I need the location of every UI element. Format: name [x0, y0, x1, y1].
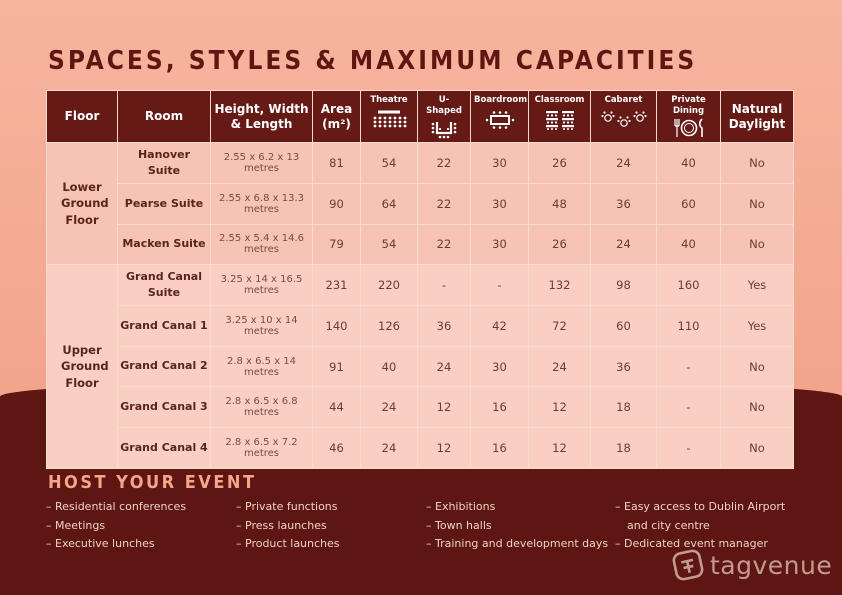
- private-dining-cell: 160: [657, 265, 721, 306]
- private-dining-cell: 110: [657, 306, 721, 347]
- floor-group: [47, 143, 794, 265]
- header-theatre-label: Theatre: [370, 95, 408, 105]
- dimensions-cell: 2.8 x 6.5 x 7.2 metres: [211, 428, 313, 469]
- theatre-cell: 40: [361, 346, 418, 387]
- cabaret-cell: 98: [591, 265, 657, 306]
- tagvenue-logo-icon: [672, 549, 704, 581]
- header-u-shaped-label: U-Shaped: [426, 95, 462, 116]
- header-boardroom: [471, 91, 529, 143]
- page-title: SPACES, STYLES & MAXIMUM CAPACITIES: [48, 46, 698, 76]
- event-list-column-4: [615, 498, 785, 554]
- cabaret-cell: 18: [591, 387, 657, 428]
- header-room: Room: [118, 91, 211, 143]
- header-private-dining: [657, 91, 721, 143]
- event-list-column-3: [426, 498, 608, 554]
- brand-name: tagvenue: [710, 550, 833, 580]
- area-cell: 231: [313, 265, 361, 306]
- header-cabaret: [591, 91, 657, 143]
- header-natural-daylight: Natural Daylight: [721, 91, 794, 143]
- cabaret-cell: 24: [591, 224, 657, 265]
- daylight-cell: No: [721, 183, 794, 224]
- ushaped-cell: 22: [418, 183, 471, 224]
- capacity-table: [46, 90, 794, 469]
- dimensions-cell: 3.25 x 10 x 14 metres: [211, 306, 313, 347]
- list-item: – Training and development days: [426, 535, 608, 554]
- event-list-column-1: [46, 498, 186, 554]
- private-dining-cell: -: [657, 387, 721, 428]
- header-dimensions: Height, Width & Length: [211, 91, 313, 143]
- header-area: Area (m²): [313, 91, 361, 143]
- boardroom-cell: 30: [471, 183, 529, 224]
- boardroom-layout-icon: [484, 110, 516, 130]
- list-item: – Press launches: [236, 517, 340, 536]
- header-boardroom-label: Boardroom: [474, 95, 528, 105]
- list-item: – Dedicated event manager: [615, 535, 785, 554]
- area-cell: 90: [313, 183, 361, 224]
- private-dining-cell: 60: [657, 183, 721, 224]
- theatre-layout-icon: [370, 110, 408, 128]
- theatre-cell: 54: [361, 224, 418, 265]
- list-item: – Meetings: [46, 517, 186, 536]
- boardroom-cell: 30: [471, 224, 529, 265]
- header-cabaret-label: Cabaret: [604, 95, 643, 105]
- ushaped-cell: 36: [418, 306, 471, 347]
- private-dining-cell: 40: [657, 224, 721, 265]
- classroom-cell: 12: [529, 428, 591, 469]
- dimensions-cell: 2.55 x 5.4 x 14.6 metres: [211, 224, 313, 265]
- classroom-cell: 26: [529, 224, 591, 265]
- theatre-cell: 126: [361, 306, 418, 347]
- table-row: [47, 183, 794, 224]
- list-item: and city centre: [627, 518, 710, 532]
- area-cell: 79: [313, 224, 361, 265]
- area-cell: 91: [313, 346, 361, 387]
- ushaped-cell: -: [418, 265, 471, 306]
- daylight-cell: Yes: [721, 265, 794, 306]
- room-name-cell: Grand Canal 4: [118, 428, 211, 469]
- floor-group: [47, 265, 794, 468]
- table-row: [47, 224, 794, 265]
- table-row: [47, 306, 794, 347]
- header-classroom-label: Classroom: [534, 95, 585, 105]
- daylight-cell: No: [721, 143, 794, 184]
- header-classroom: [529, 91, 591, 143]
- room-name-cell: Pearse Suite: [118, 183, 211, 224]
- classroom-cell: 24: [529, 346, 591, 387]
- area-cell: 44: [313, 387, 361, 428]
- table-header-row: [47, 91, 794, 143]
- table-row: [47, 387, 794, 428]
- cabaret-cell: 24: [591, 143, 657, 184]
- daylight-cell: No: [721, 387, 794, 428]
- table-row: [47, 428, 794, 469]
- daylight-cell: No: [721, 224, 794, 265]
- dimensions-cell: 2.55 x 6.8 x 13.3 metres: [211, 183, 313, 224]
- header-theatre: [361, 91, 418, 143]
- room-name-cell: Grand Canal 1: [118, 306, 211, 347]
- classroom-cell: 72: [529, 306, 591, 347]
- cabaret-layout-icon: [599, 110, 649, 130]
- room-name-cell: Hanover Suite: [118, 143, 211, 184]
- table-row: [47, 265, 794, 306]
- theatre-cell: 64: [361, 183, 418, 224]
- dimensions-cell: 2.55 x 6.2 x 13 metres: [211, 143, 313, 184]
- theatre-cell: 24: [361, 428, 418, 469]
- ushaped-cell: 24: [418, 346, 471, 387]
- classroom-cell: 48: [529, 183, 591, 224]
- room-name-cell: Grand Canal Suite: [118, 265, 211, 306]
- room-name-cell: Grand Canal 3: [118, 387, 211, 428]
- list-item: – Product launches: [236, 535, 340, 554]
- boardroom-cell: 16: [471, 428, 529, 469]
- theatre-cell: 24: [361, 387, 418, 428]
- list-item: – Private functions: [236, 498, 340, 517]
- dimensions-cell: 2.8 x 6.5 x 14 metres: [211, 346, 313, 387]
- boardroom-cell: 16: [471, 387, 529, 428]
- boardroom-cell: 42: [471, 306, 529, 347]
- ushaped-cell: 12: [418, 387, 471, 428]
- header-private-dining-label: Private Dining: [671, 95, 706, 116]
- host-your-event-title: HOST YOUR EVENT: [48, 472, 257, 493]
- cabaret-cell: 36: [591, 346, 657, 387]
- room-name-cell: Grand Canal 2: [118, 346, 211, 387]
- header-floor: Floor: [47, 91, 118, 143]
- boardroom-cell: 30: [471, 346, 529, 387]
- list-item: – Town halls: [426, 517, 608, 536]
- private-dining-cell: -: [657, 428, 721, 469]
- list-item: – Executive lunches: [46, 535, 186, 554]
- theatre-cell: 54: [361, 143, 418, 184]
- event-list-column-2: [236, 498, 340, 554]
- room-name-cell: Macken Suite: [118, 224, 211, 265]
- ushaped-cell: 12: [418, 428, 471, 469]
- classroom-cell: 132: [529, 265, 591, 306]
- area-cell: 140: [313, 306, 361, 347]
- u-shaped-layout-icon: [429, 120, 459, 140]
- floor-cell: Lower Ground Floor: [47, 143, 118, 265]
- floor-cell: Upper Ground Floor: [47, 265, 118, 468]
- area-cell: 81: [313, 143, 361, 184]
- private-dining-cell: -: [657, 346, 721, 387]
- cabaret-cell: 60: [591, 306, 657, 347]
- daylight-cell: Yes: [721, 306, 794, 347]
- ushaped-cell: 22: [418, 224, 471, 265]
- table-row: [47, 143, 794, 184]
- plate-cutlery-icon: [672, 118, 706, 138]
- daylight-cell: No: [721, 346, 794, 387]
- list-item: – Exhibitions: [426, 498, 608, 517]
- cabaret-cell: 18: [591, 428, 657, 469]
- classroom-layout-icon: [542, 110, 578, 130]
- list-item: – Easy access to Dublin Airport: [615, 498, 785, 517]
- dimensions-cell: 3.25 x 14 x 16.5 metres: [211, 265, 313, 306]
- cabaret-cell: 36: [591, 183, 657, 224]
- classroom-cell: 26: [529, 143, 591, 184]
- daylight-cell: No: [721, 428, 794, 469]
- boardroom-cell: -: [471, 265, 529, 306]
- private-dining-cell: 40: [657, 143, 721, 184]
- theatre-cell: 220: [361, 265, 418, 306]
- ushaped-cell: 22: [418, 143, 471, 184]
- table-row: [47, 346, 794, 387]
- boardroom-cell: 30: [471, 143, 529, 184]
- dimensions-cell: 2.8 x 6.5 x 6.8 metres: [211, 387, 313, 428]
- list-item: – Residential conferences: [46, 498, 186, 517]
- tagvenue-brand: [672, 549, 832, 581]
- classroom-cell: 12: [529, 387, 591, 428]
- area-cell: 46: [313, 428, 361, 469]
- header-u-shaped: [418, 91, 471, 143]
